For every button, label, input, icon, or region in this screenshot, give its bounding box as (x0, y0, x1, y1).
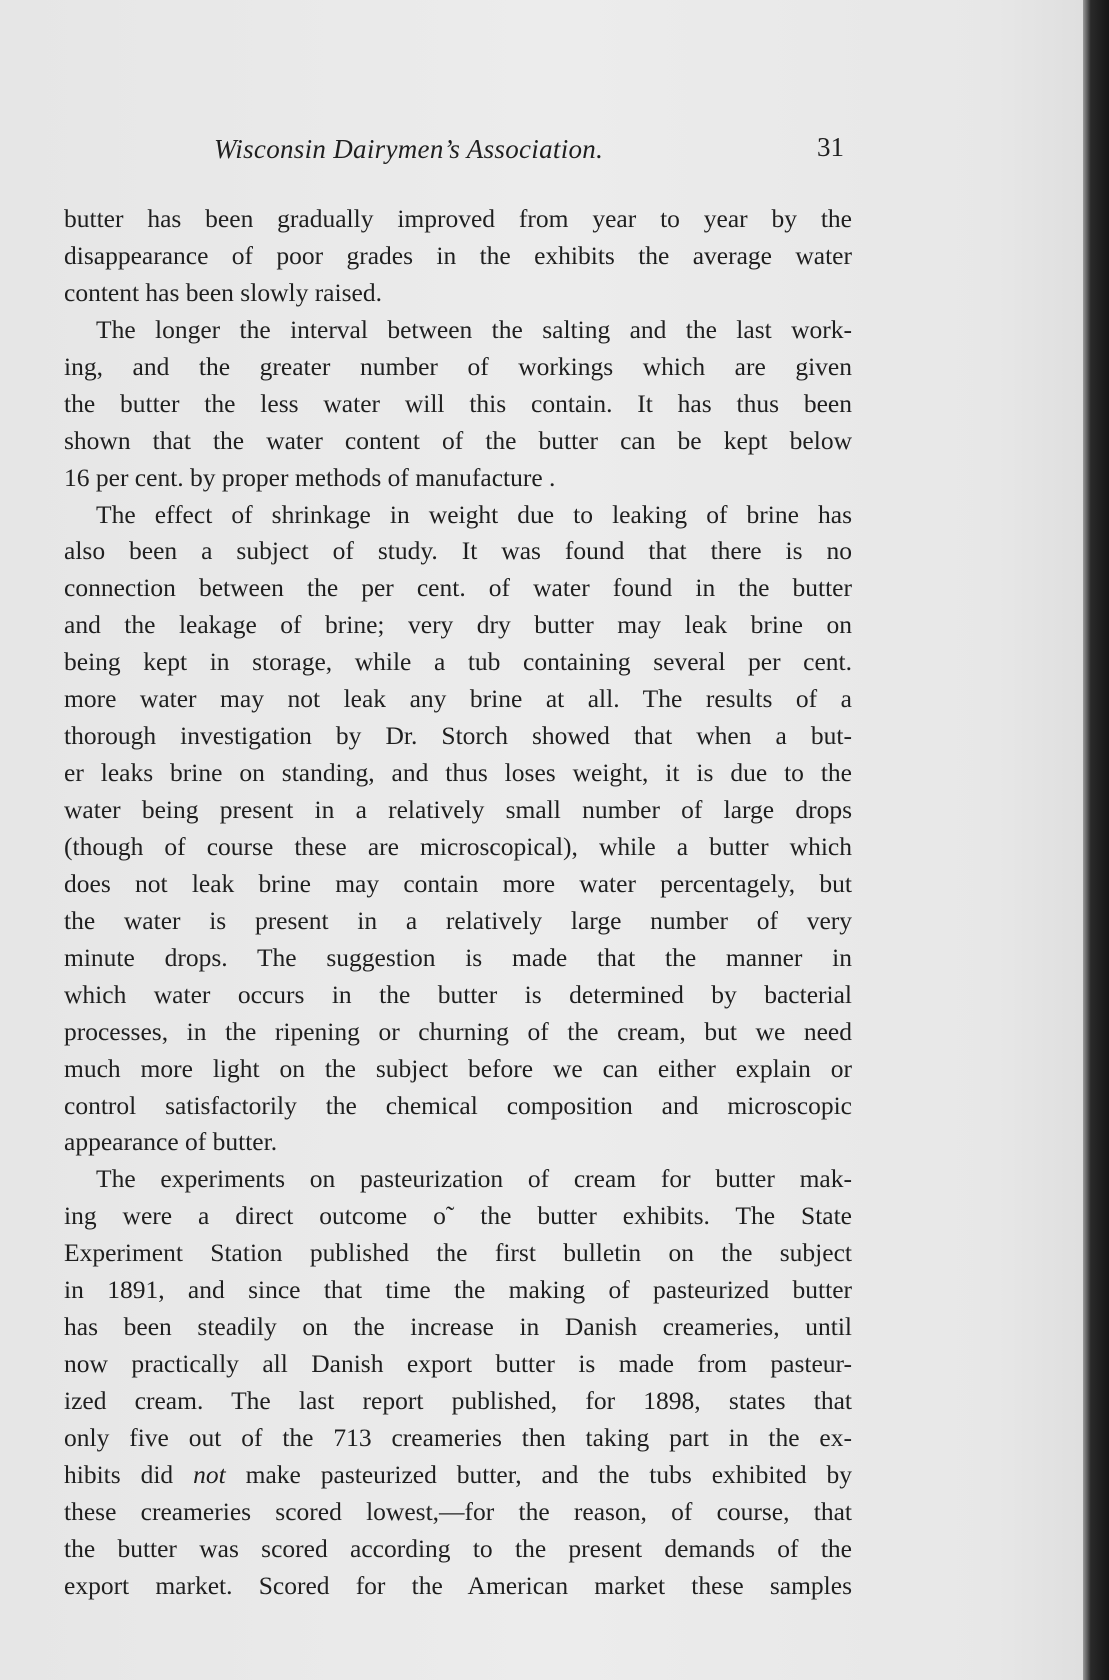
text-line: only five out of the 713 creameries then taking part in the ex- (64, 1422, 852, 1452)
text-line: much more light on the subject before we can either explain or (64, 1053, 852, 1083)
text-line: does not leak brine may contain more water percentagely, but (64, 868, 852, 898)
text-line: water being present in a relatively small number of large drops (64, 795, 852, 824)
text-line: The longer the interval between the salting and the last work- (96, 314, 852, 344)
text-line: ized cream. The last report published, for 1898, states that (64, 1386, 852, 1415)
text-line: control satisfactorily the chemical composition and microscopic (64, 1090, 852, 1120)
text-line: the butter was scored according to the present demands of the (64, 1533, 852, 1563)
text-line: the butter the less water will this contain. It has thus been (64, 388, 852, 418)
book-binding-edge (1083, 0, 1109, 1680)
text-line: shown that the water content of the butter can be kept below (64, 425, 852, 455)
text-line: these creameries scored lowest,—for the reason, of course, that (64, 1496, 852, 1526)
text-line: the water is present in a relatively large number of very (64, 905, 852, 935)
text-line: also been a subject of study. It was found that there is no (64, 536, 852, 566)
text-line: which water occurs in the butter is determined by bacterial (64, 979, 852, 1009)
page-header (64, 134, 850, 174)
text-line: processes, in the ripening or churning of the cream, but we need (64, 1016, 852, 1046)
text-line: thorough investigation by Dr. Storch showed that when a but- (64, 721, 852, 751)
text-line-with-italic (64, 1457, 852, 1494)
text-line: in 1891, and since that time the making of pasteurized butter (64, 1275, 852, 1305)
text-line: ing, and the greater number of workings which are given (64, 351, 852, 381)
text-line: minute drops. The suggestion is made that the manner in (64, 942, 852, 972)
body-text (64, 201, 852, 1605)
text-line: has been steadily on the increase in Danish creameries, until (64, 1312, 852, 1342)
italic-emphasis: not (193, 1459, 226, 1489)
text-line: appearance of butter. (64, 1127, 278, 1157)
text-line: Experiment Station published the first bulletin on the subject (64, 1238, 852, 1268)
page-number: 31 (817, 132, 844, 162)
text-segment: make pasteurized butter, and the tubs exhibited by (225, 1459, 853, 1489)
text-line: butter has been gradually improved from year to year by the (64, 204, 852, 233)
text-line: The effect of shrinkage in weight due to leaking of brine has (96, 499, 852, 529)
text-line: (though of course these are microscopical), while a butter which (64, 831, 852, 861)
running-head: Wisconsin Dairymen’s Association. (214, 134, 604, 164)
text-line: er leaks brine on standing, and thus loses weight, it is due to the (64, 758, 852, 788)
text-line: ing were a direct outcome o˜ the butter exhibits. The State (64, 1201, 852, 1231)
text-line: export market. Scored for the American market these samples (64, 1570, 852, 1600)
text-line: being kept in storage, while a tub containing several per cent. (64, 647, 852, 677)
text-line: content has been slowly raised. (64, 277, 382, 307)
text-line: and the leakage of brine; very dry butter may leak brine on (64, 610, 852, 640)
text-line: more water may not leak any brine at all. The results of a (64, 684, 852, 714)
text-segment: hibits did (64, 1459, 174, 1489)
text-line: 16 per cent. by proper methods of manufacture . (64, 462, 556, 492)
text-line: disappearance of poor grades in the exhibits the average water (64, 240, 852, 270)
text-line: connection between the per cent. of water found in the butter (64, 573, 852, 603)
text-line: now practically all Danish export butter is made from pasteur- (64, 1349, 852, 1379)
text-line: The experiments on pasteurization of cream for butter mak- (96, 1164, 852, 1194)
